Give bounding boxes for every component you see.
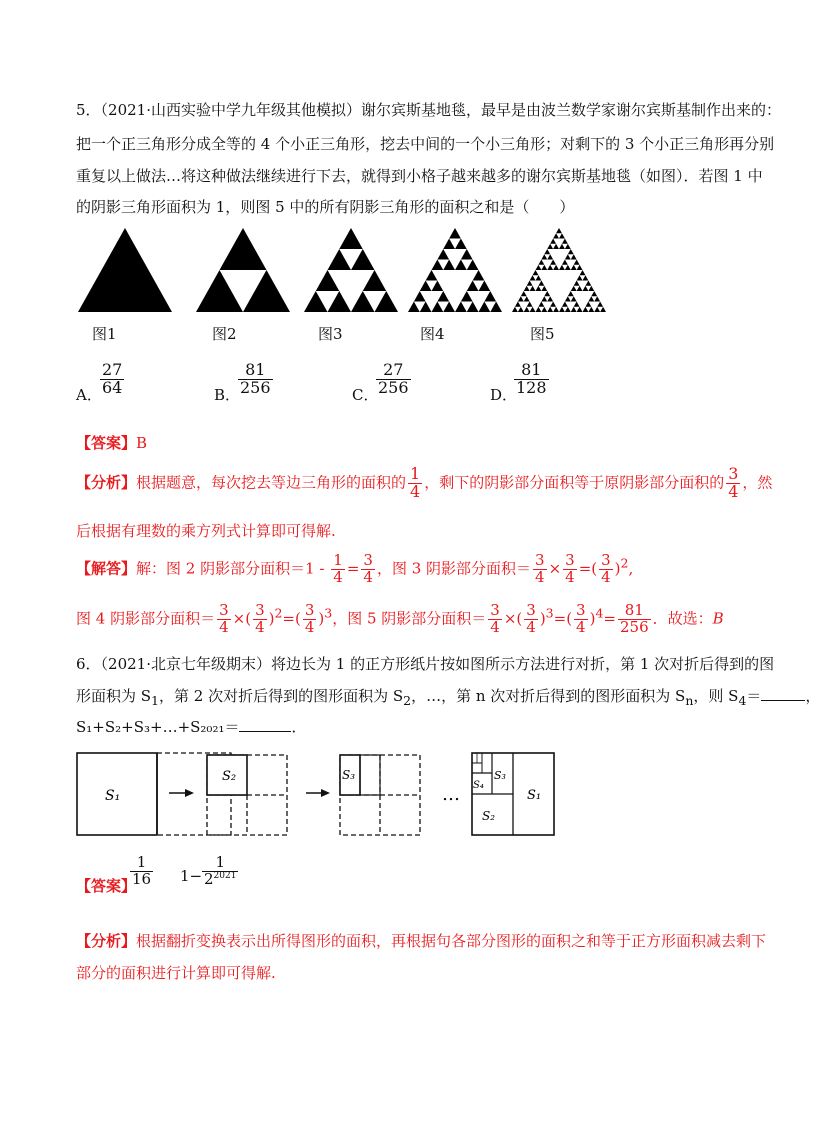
shaded-triangle: [547, 244, 553, 249]
q6-line2-c: ，…，第 n 次对折后得到的图形面积为 S: [411, 687, 686, 705]
shaded-triangle: [577, 286, 583, 291]
shaded-triangle: [541, 307, 547, 312]
option-d-fraction: $\frac{81}{128}$: [516, 360, 547, 397]
shaded-triangle: [562, 302, 568, 307]
label-final-s1: S₁: [527, 788, 542, 803]
shaded-triangle: [515, 302, 521, 307]
option-b-fraction: $\frac{81}{256}$: [240, 360, 271, 397]
sup-3: 3: [324, 605, 333, 621]
q5-analysis-text-c: ，然: [742, 473, 773, 492]
shaded-triangle: [574, 281, 580, 286]
q5-answer-value: B: [136, 434, 148, 452]
sup-2: 2: [620, 555, 629, 571]
sol-frac: $\frac{3}{4}$: [526, 601, 536, 636]
shaded-triangle: [568, 249, 574, 254]
shaded-triangle: [518, 296, 524, 301]
shaded-triangle: [547, 265, 553, 270]
shaded-triangle: [473, 270, 485, 281]
q6-analysis-text: 根据翻折变换表示出所得图形的面积，再根据句各部分图形的面积之和等于正方形面积减去剩下: [136, 932, 767, 950]
shaded-triangle: [571, 296, 577, 301]
shaded-triangle: [568, 291, 574, 296]
q5-line-4: 的阴影三角形面积为 1，则图 5 中的所有阴影三角形的面积之和是（ ）: [76, 198, 575, 216]
sum-answer-blank[interactable]: [239, 717, 291, 732]
q5-analysis-line-2: 后根据有理数的乘方列式计算即可得解.: [76, 522, 336, 540]
sol-frac-81-256: $\frac{81}{256}$: [619, 601, 649, 636]
q6-line-2: 形面积为 $S_1$，第 2 次对折后得到的图形面积为 $S_2$，…，第 n 次对折后得到的图形面积为 $S_n$，则 $S_4=$ ，: [76, 687, 820, 708]
shaded-triangle: [527, 302, 533, 307]
shaded-triangle: [547, 296, 553, 301]
sub: n: [685, 693, 694, 708]
q5-line-2: 把一个正三角形分成全等的 4 个小正三角形，挖去中间的一个小三角形；对剩下的 3 个小正三角形再分别: [76, 135, 775, 153]
shaded-triangle: [420, 302, 432, 313]
frac-1-4: $\frac{1}{4}$: [410, 464, 421, 501]
shaded-triangle: [351, 291, 375, 312]
shaded-triangle: [550, 239, 556, 244]
fold-step-final: [472, 753, 554, 835]
shaded-triangle: [420, 281, 432, 292]
shaded-triangle: [363, 270, 387, 291]
shaded-triangle: [580, 270, 586, 275]
shaded-triangle: [597, 302, 603, 307]
shaded-triangle: [455, 260, 467, 271]
shaded-triangle: [577, 307, 583, 312]
shaded-triangle: [351, 249, 375, 270]
q6-line2-e: ＝: [746, 687, 762, 705]
shaded-triangle: [521, 291, 527, 296]
shaded-triangle: [339, 228, 363, 249]
q6-analysis-line-1: [76, 930, 766, 951]
sol2-text-b: ，图 5 阴影部分面积＝: [332, 609, 487, 628]
shaded-triangle: [533, 270, 539, 275]
fig-label-2: 图2: [212, 325, 237, 343]
sol-frac: $\frac{3}{4}$: [363, 551, 373, 586]
shaded-triangle: [78, 228, 172, 312]
shaded-triangle: [536, 275, 542, 280]
label-s1: S₁: [105, 788, 121, 804]
shaded-triangle: [538, 302, 544, 307]
shaded-triangle: [316, 270, 340, 291]
shaded-triangle: [490, 302, 502, 313]
shaded-triangle: [571, 265, 577, 270]
shaded-triangle: [583, 307, 589, 312]
sol-frac: $\frac{3}{4}$: [255, 601, 265, 636]
fold-step-3: [340, 755, 420, 835]
shaded-triangle: [591, 291, 597, 296]
sol-frac: $\frac{3}{4}$: [565, 551, 575, 586]
frac-3-4: $\frac{3}{4}$: [728, 464, 739, 501]
shaded-triangle: [594, 307, 600, 312]
shaded-triangle: [461, 291, 473, 302]
shaded-triangle: [518, 307, 524, 312]
shaded-triangle: [571, 254, 577, 259]
shaded-triangle: [541, 254, 547, 259]
sol1-text-a: 解：图 2 阴影部分面积＝1 -: [136, 559, 325, 578]
arrow-1: [169, 789, 194, 797]
shaded-triangle: [541, 265, 547, 270]
q5-line-1: 5．（2021·山西实验中学九年级其他模拟）谢尔宾斯基地毯，最早是由波兰数学家谢尔宾斯基制作出来的：: [76, 101, 781, 119]
sol2-choice: B: [712, 609, 724, 628]
shaded-triangle: [484, 291, 496, 302]
shaded-triangle: [588, 296, 594, 301]
shaded-triangle: [544, 291, 550, 296]
shaded-triangle: [556, 228, 562, 233]
shaded-triangle: [443, 260, 455, 271]
sub: 1: [151, 693, 159, 708]
q5-solution-tag: 【解答】: [76, 559, 137, 578]
fig-label-1: 图1: [92, 325, 117, 343]
shaded-triangle: [414, 291, 426, 302]
shaded-triangle: [559, 307, 565, 312]
q6-line-1: 6．（2021·北京七年级期末）将边长为 1 的正方形纸片按如图所示方法进行对折，第 1 次对折后得到的图: [76, 655, 775, 673]
q6-answer-2-lead: 1−: [180, 867, 203, 885]
label-s2: S₂: [222, 769, 237, 784]
shaded-triangle: [574, 302, 580, 307]
q6-line-3: S₁+S₂+S₃+…+S₂₀₂₁＝ ．: [76, 718, 307, 736]
fig-label-3: 图3: [318, 325, 343, 343]
shaded-triangle: [408, 302, 420, 313]
sup-4: 4: [595, 605, 604, 621]
sierpinski-triangles: [78, 228, 606, 312]
shaded-triangle: [565, 296, 571, 301]
shaded-triangle: [544, 249, 550, 254]
shaded-triangle: [530, 307, 536, 312]
label-final-s3: S₃: [494, 769, 506, 782]
shaded-triangle: [536, 265, 542, 270]
shaded-triangle: [536, 286, 542, 291]
q5-analysis-tag: 【分析】: [76, 473, 137, 492]
shaded-triangle: [432, 260, 444, 271]
fig-label-5: 图5: [530, 325, 555, 343]
shaded-triangle: [541, 296, 547, 301]
shaded-triangle: [328, 249, 352, 270]
shaded-triangle: [588, 307, 594, 312]
sol-frac: $\frac{1}{4}$: [333, 551, 343, 586]
fig-label-4: 图4: [420, 325, 445, 343]
shaded-triangle: [512, 307, 518, 312]
q6-answer-2-fraction: $\frac{1}{2^{2021}}$: [204, 853, 237, 888]
shaded-triangle: [455, 239, 467, 250]
shaded-triangle: [432, 281, 444, 292]
sub: 2: [403, 693, 412, 708]
shaded-triangle: [524, 296, 530, 301]
shaded-triangle: [220, 228, 267, 270]
sol-frac: $\frac{3}{4}$: [490, 601, 500, 636]
sol-frac: $\frac{3}{4}$: [219, 601, 229, 636]
shaded-triangle: [577, 265, 583, 270]
q6-analysis-line-2: 部分的面积进行计算即可得解.: [76, 964, 276, 982]
shaded-triangle: [437, 291, 449, 302]
sol-frac: $\frac{3}{4}$: [576, 601, 586, 636]
sol2-end: ．故选：: [652, 609, 713, 628]
shaded-triangle: [196, 270, 243, 312]
shaded-triangle: [524, 286, 530, 291]
shaded-triangle: [585, 281, 591, 286]
q6-analysis-tag: 【分析】: [76, 932, 137, 950]
q6-answer: [76, 855, 376, 895]
shaded-triangle: [455, 302, 467, 313]
q6-line2-a: 形面积为 S: [76, 687, 152, 705]
shaded-triangle: [583, 286, 589, 291]
q5-analysis: [76, 466, 772, 501]
shaded-triangle: [467, 260, 479, 271]
shaded-triangle: [565, 265, 571, 270]
sup-3: 3: [545, 605, 554, 621]
shaded-triangle: [375, 291, 399, 312]
shaded-triangle: [328, 291, 352, 312]
shaded-triangle: [437, 249, 449, 260]
shaded-triangle: [553, 265, 559, 270]
shaded-triangle: [553, 233, 559, 238]
q5-answer-tag: 【答案】: [76, 434, 137, 452]
label-final-s4: S₄: [473, 780, 484, 791]
shaded-triangle: [550, 260, 556, 265]
shaded-triangle: [550, 302, 556, 307]
q6-answer-1: $\frac{1}{16}$: [132, 853, 152, 888]
shaded-triangle: [559, 244, 565, 249]
shaded-triangle: [467, 281, 479, 292]
sol1-text-b: ，图 3 阴影部分面积＝: [376, 559, 532, 578]
q5-analysis-text-a: 根据题意，每次挖去等边三角形的面积的: [136, 473, 407, 492]
option-b-label: B．: [214, 386, 241, 404]
shaded-triangle: [577, 275, 583, 280]
shaded-triangle: [565, 254, 571, 259]
label-final-s2: S₂: [482, 809, 496, 823]
shaded-triangle: [443, 239, 455, 250]
shaded-triangle: [553, 244, 559, 249]
fold-step-2: [207, 755, 287, 835]
shaded-triangle: [565, 244, 571, 249]
shaded-triangle: [443, 302, 455, 313]
shaded-triangle: [559, 265, 565, 270]
q6-sum-expression: S₁+S₂+S₃+…+S₂₀₂₁＝: [76, 718, 240, 736]
shaded-triangle: [547, 254, 553, 259]
shaded-triangle: [588, 286, 594, 291]
shaded-triangle: [479, 281, 491, 292]
shaded-triangle: [562, 239, 568, 244]
q5-answer: [76, 432, 147, 453]
shaded-triangle: [541, 286, 547, 291]
option-d-label: D．: [490, 386, 518, 404]
option-a-fraction: $\frac{27}{64}$: [102, 360, 123, 397]
shaded-triangle: [553, 307, 559, 312]
shaded-triangle: [449, 228, 461, 239]
shaded-triangle: [530, 275, 536, 280]
shaded-triangle: [479, 302, 491, 313]
q6-line2-d: ，则 S: [693, 687, 739, 705]
s4-answer-blank[interactable]: [761, 686, 805, 701]
folding-diagram: [70, 745, 560, 840]
q6-answer-tag: 【答案】: [76, 877, 137, 895]
q5-solution-line-2: 图 4 阴影部分面积＝ $\frac{3}{4}$ ×( $\frac{3}{4}$ )$^2$=( $\frac{3}{4}$ )$^3$，图 5 阴影部分面积＝ $\frac{3}{4}$ ×( $\frac{3}{4}$ )$^3$=( $\frac{3}{4}$ )$^4$= $\frac{81}{256}$ ．故选：B: [76, 601, 724, 636]
sol-frac: $\frac{3}{4}$: [535, 551, 545, 586]
shaded-triangle: [461, 249, 473, 260]
shaded-triangle: [530, 286, 536, 291]
sup-2: 2: [274, 605, 283, 621]
arrow-2: [306, 789, 330, 797]
sol-frac: $\frac{3}{4}$: [304, 601, 315, 636]
shaded-triangle: [527, 281, 533, 286]
shaded-triangle: [559, 233, 565, 238]
q5-line-3: 重复以上做法…将这种做法继续进行下去，就得到小格子越来越多的谢尔宾斯基地毯（如图）．若图 1 中: [76, 167, 763, 185]
shaded-triangle: [524, 307, 530, 312]
shaded-triangle: [426, 270, 438, 281]
shaded-triangle: [304, 291, 328, 312]
shaded-triangle: [594, 296, 600, 301]
shaded-triangle: [243, 270, 290, 312]
shaded-triangle: [583, 275, 589, 280]
option-c-label: C．: [352, 386, 379, 404]
option-a-label: A．: [76, 386, 102, 404]
shaded-triangle: [571, 286, 577, 291]
shaded-triangle: [547, 307, 553, 312]
q6-line2-b: ，第 2 次对折后得到的图形面积为 S: [159, 687, 404, 705]
shaded-triangle: [467, 302, 479, 313]
sierpinski-figures: [70, 224, 610, 320]
shaded-triangle: [562, 260, 568, 265]
sol2-text-a: 图 4 阴影部分面积＝: [76, 609, 216, 628]
shaded-triangle: [574, 260, 580, 265]
shaded-triangle: [536, 307, 542, 312]
shaded-triangle: [565, 307, 571, 312]
shaded-triangle: [538, 281, 544, 286]
shaded-triangle: [538, 260, 544, 265]
shaded-triangle: [432, 302, 444, 313]
sol-frac: $\frac{3}{4}$: [601, 551, 611, 586]
sub: 4: [738, 693, 747, 708]
shaded-triangle: [571, 307, 577, 312]
ellipsis: …: [442, 784, 460, 805]
option-c-fraction: $\frac{27}{256}$: [378, 360, 409, 397]
q5-analysis-text-b: ，剩下的阴影部分面积等于原阴影部分面积的: [424, 473, 725, 492]
shaded-triangle: [585, 302, 591, 307]
q5-solution-line-1: 【解答】解：图 2 阴影部分面积＝1 - $\frac{1}{4}$ = $\frac{3}{4}$ ，图 3 阴影部分面积＝ $\frac{3}{4}$ × $\frac{3}{4}$ =( $\frac{3}{4}$ )$^2$,: [76, 551, 634, 586]
label-s3: S₃: [342, 768, 356, 782]
shaded-triangle: [600, 307, 606, 312]
